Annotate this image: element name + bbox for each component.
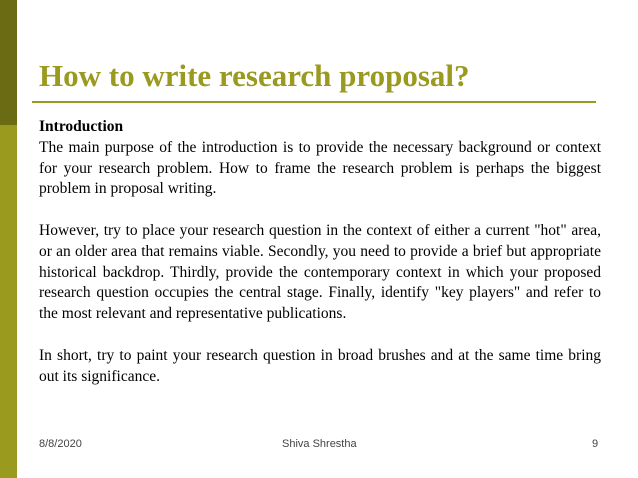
slide-title: How to write research proposal? (39, 58, 470, 93)
slide-sidebar-accent (0, 0, 17, 478)
paragraph-summary: In short, try to paint your research question in broad brushes and at the same time bring out its significance. (39, 346, 601, 385)
slide-body (39, 117, 601, 387)
footer-page-number: 9 (592, 438, 599, 450)
footer-date: 8/8/2020 (39, 438, 82, 450)
paragraph-spacer (39, 200, 601, 221)
sidebar-light-band (0, 125, 17, 478)
sidebar-dark-band (0, 0, 17, 125)
paragraph-spacer (39, 325, 601, 346)
paragraph-intro-purpose: The main purpose of the introduction is to provide the necessary background or context for your research problem. How to frame the research problem is perhaps the biggest problem in proposal writing. (39, 138, 601, 198)
section-heading: Introduction (39, 118, 124, 135)
paragraph-research-context: However, try to place your research question in the context of either a current "hot" area, or an older area that remains viable. Secondly, you need to provide a brief but appropriate historical backdrop. Thirdly, provide the contemporary context in which your proposed research question occupies the central stage. Finally, identify "key players" and refer to the most relevant and representative publications. (39, 221, 601, 323)
footer-author: Shiva Shrestha (282, 438, 357, 450)
title-underline (32, 101, 596, 103)
